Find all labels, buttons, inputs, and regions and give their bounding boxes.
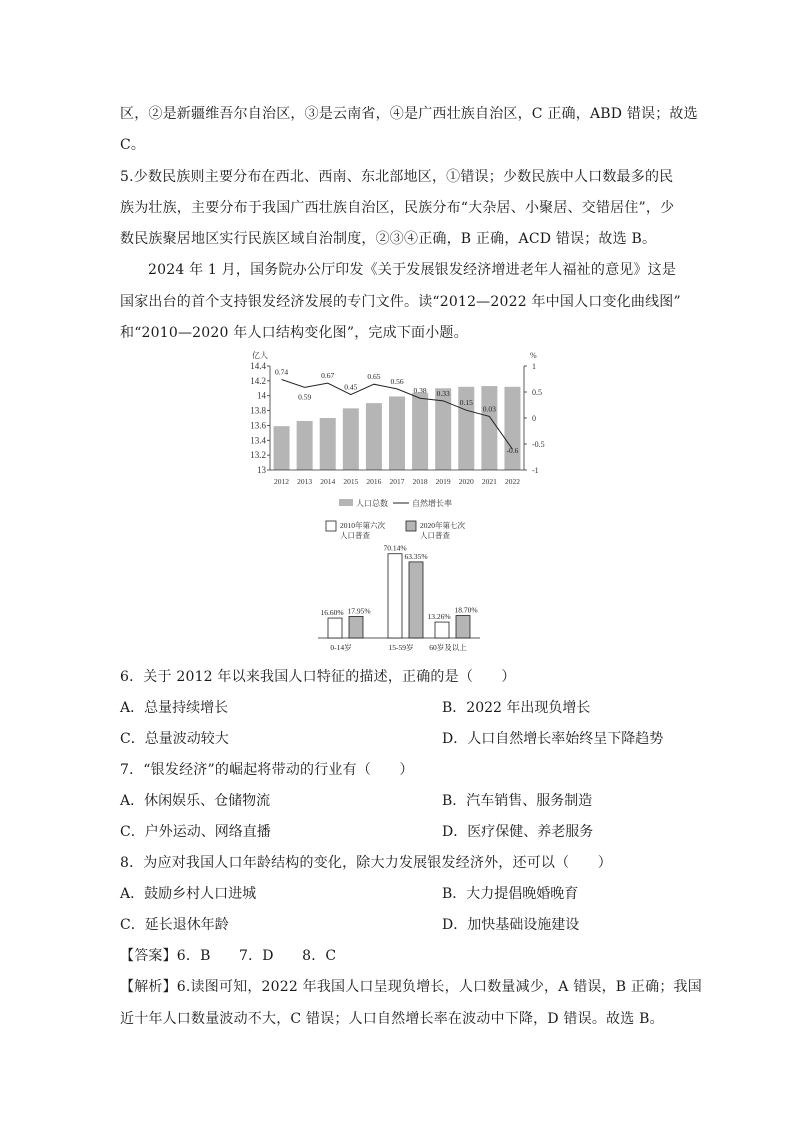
age-group-bar bbox=[388, 554, 402, 638]
question-7-stem: 7．“银发经济”的崛起将带动的行业有（ ） bbox=[120, 762, 414, 778]
age-group-bar bbox=[328, 618, 342, 638]
growth-rate-data-label: -0.6 bbox=[506, 446, 519, 456]
option-6c: C．总量波动较大 bbox=[120, 731, 229, 747]
year-tick-label: 2016 bbox=[366, 477, 382, 486]
option-6d: D．人口自然增长率始终呈下降趋势 bbox=[442, 731, 664, 747]
text-line: 数民族聚居地区实行民族区域自治制度，②③④正确，B 正确，ACD 错误；故选 B。 bbox=[120, 231, 657, 247]
option-8c: C．延长退休年龄 bbox=[120, 917, 229, 933]
text-line: C。 bbox=[120, 137, 146, 153]
growth-rate-data-label: 0.38 bbox=[413, 386, 427, 396]
year-tick-label: 2014 bbox=[320, 477, 336, 486]
year-tick-label: 2017 bbox=[389, 477, 405, 486]
right-tick-label: -0.5 bbox=[532, 440, 545, 449]
growth-rate-data-label: 0.67 bbox=[321, 371, 335, 381]
left-tick-label: 14 bbox=[257, 390, 266, 401]
right-tick-label: 0 bbox=[532, 414, 536, 423]
age-group-bar bbox=[349, 616, 363, 638]
question-8-stem: 8．为应对我国人口年龄结构的变化，除大力发展银发经济外，还可以（ ） bbox=[120, 855, 612, 871]
year-tick-label: 2018 bbox=[412, 477, 428, 486]
growth-rate-data-label: 0.56 bbox=[390, 376, 404, 386]
legend-swatch bbox=[326, 521, 336, 531]
option-8a: A．鼓励乡村人口进城 bbox=[120, 886, 257, 902]
left-tick-label: 13.8 bbox=[250, 405, 266, 416]
growth-rate-data-label: 0.59 bbox=[298, 392, 312, 402]
right-tick-label: 0.5 bbox=[532, 388, 542, 397]
legend-label: 人口普查 bbox=[340, 531, 370, 540]
age-group-tick-label: 0-14岁 bbox=[330, 643, 352, 652]
text-line: 5.少数民族则主要分布在西北、西南、东北部地区，①错误；少数民族中人口数最多的民 bbox=[120, 169, 674, 185]
left-tick-label: 13 bbox=[257, 465, 266, 475]
year-tick-label: 2012 bbox=[274, 477, 290, 486]
age-group-data-label: 17.95% bbox=[347, 606, 371, 616]
legend-rate-label: 自然增长率 bbox=[412, 499, 452, 508]
option-6a: A．总量持续增长 bbox=[120, 700, 229, 716]
legend-label: 2010年第六次 bbox=[340, 521, 385, 530]
text-line: 区，②是新疆维吾尔自治区，③是云南省，④是广西壮族自治区，C 正确，ABD 错误；故选 bbox=[120, 106, 698, 122]
age-group-bar bbox=[456, 616, 470, 638]
year-tick-label: 2019 bbox=[435, 477, 451, 486]
age-group-tick-label: 60岁及以上 bbox=[429, 643, 467, 652]
option-8d: D．加快基础设施建设 bbox=[442, 917, 580, 933]
legend-population-label: 人口总数 bbox=[356, 499, 388, 508]
year-tick-label: 2021 bbox=[481, 477, 497, 486]
analysis-line: 【解析】6.读图可知，2022 年我国人口呈现负增长，人口数量减少，A 错误，B 正确；我国 bbox=[120, 979, 702, 995]
text-line: 国家出台的首个支持银发经济发展的专门文件。读“2012—2022 年中国人口变化曲线图” bbox=[120, 294, 681, 310]
text-line: 族为壮族，主要分布于我国广西壮族自治区，民族分布“大杂居、小聚居、交错居住”，少 bbox=[120, 200, 675, 216]
age-group-data-label: 70.14% bbox=[383, 543, 407, 553]
right-axis-unit: % bbox=[530, 351, 537, 360]
year-tick-label: 2015 bbox=[343, 477, 359, 486]
growth-rate-data-label: 0.33 bbox=[436, 388, 450, 398]
growth-rate-data-label: 0.03 bbox=[482, 404, 496, 414]
option-7a: A．休闲娱乐、仓储物流 bbox=[120, 793, 271, 809]
growth-rate-data-label: 0.65 bbox=[367, 372, 381, 382]
option-8b: B．大力提倡晚婚晚育 bbox=[442, 886, 579, 902]
right-tick-label: -1 bbox=[532, 466, 539, 475]
age-group-bar bbox=[435, 622, 449, 638]
answer-line: 【答案】6．B 7．D 8．C bbox=[120, 948, 337, 964]
left-tick-label: 13.2 bbox=[250, 450, 266, 461]
age-group-tick-label: 15-59岁 bbox=[388, 643, 414, 652]
left-tick-label: 14.2 bbox=[250, 375, 266, 386]
year-tick-label: 2022 bbox=[504, 477, 520, 486]
year-tick-label: 2020 bbox=[458, 477, 474, 486]
option-7d: D．医疗保健、养老服务 bbox=[442, 824, 594, 840]
text-line: 2024 年 1 月，国务院办公厅印发《关于发展银发经济增进老年人福祉的意见》这是 bbox=[148, 262, 677, 278]
growth-rate-data-label: 0.74 bbox=[274, 367, 289, 377]
option-7b: B．汽车销售、服务制造 bbox=[442, 793, 593, 809]
legend-label: 人口普查 bbox=[420, 531, 450, 540]
left-tick-label: 14.4 bbox=[250, 361, 266, 371]
growth-rate-data-label: 0.45 bbox=[344, 382, 358, 392]
age-group-data-label: 63.35% bbox=[404, 551, 428, 561]
option-6b: B．2022 年出现负增长 bbox=[442, 700, 591, 716]
age-group-data-label: 13.26% bbox=[427, 612, 451, 622]
left-tick-label: 13.6 bbox=[250, 420, 266, 431]
age-group-bar bbox=[409, 562, 423, 638]
age-group-data-label: 16.60% bbox=[320, 608, 344, 618]
question-6-stem: 6．关于 2012 年以来我国人口特征的描述，正确的是（ ） bbox=[120, 669, 516, 685]
left-axis-unit: 亿人 bbox=[252, 351, 268, 360]
right-tick-label: 1 bbox=[532, 362, 536, 371]
analysis-line: 近十年人口数量波动不大，C 错误；人口自然增长率在波动中下降，D 错误。故选 B。 bbox=[120, 1011, 664, 1027]
option-7c: C．户外运动、网络直播 bbox=[120, 824, 271, 840]
left-tick-label: 13.4 bbox=[250, 435, 266, 446]
legend-label: 2020年第七次 bbox=[420, 521, 465, 530]
text-line: 和“2010—2020 年人口结构变化图”，完成下面小题。 bbox=[120, 325, 468, 341]
legend-swatch bbox=[406, 521, 416, 531]
year-tick-label: 2013 bbox=[297, 477, 313, 486]
growth-rate-data-label: 0.15 bbox=[459, 398, 473, 408]
age-group-data-label: 18.70% bbox=[454, 605, 478, 615]
